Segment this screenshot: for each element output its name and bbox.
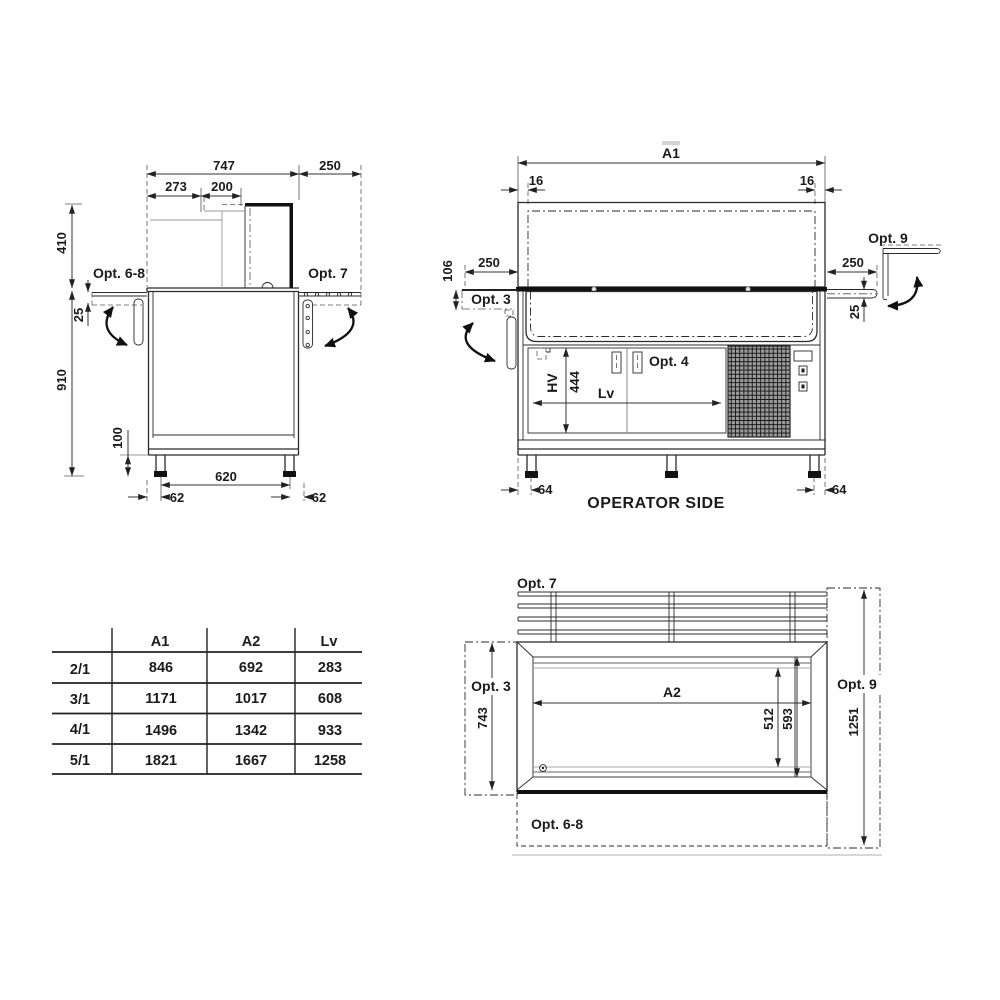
opt3-flip-arrow [466, 323, 495, 361]
dim-410: 410 [54, 232, 69, 254]
table-cell-a1: 846 [148, 660, 174, 676]
dim-1251: 1251 [846, 707, 861, 737]
right-shelf-flip-arrow [325, 308, 353, 346]
table-cell-a2: 1667 [234, 753, 268, 769]
table-cell-a2: 692 [238, 660, 264, 676]
table-cell-a1: 1171 [145, 691, 177, 707]
dim-743: 743 [475, 707, 490, 729]
table-row-label: 4/1 [69, 722, 91, 738]
table-cell-a2: 1342 [234, 723, 268, 739]
label-opt-4: Opt. 4 [649, 353, 689, 369]
dimension-table [52, 628, 362, 774]
dim-250-shelf: 250 [319, 158, 341, 173]
dim-106: 106 [440, 260, 455, 282]
condenser-grille [728, 346, 790, 437]
dim-593: 593 [780, 708, 795, 730]
control-display [794, 351, 812, 361]
label-opt-6-8-side: Opt. 6-8 [92, 265, 146, 281]
dim-62-right: 62 [311, 490, 327, 505]
table-header-a2: A2 [241, 634, 261, 650]
dim-A2: A2 [663, 684, 681, 700]
front-view-basin [526, 292, 817, 342]
top-view-option-boxes [465, 588, 882, 855]
table-cell-lv: 608 [317, 691, 343, 707]
table-header-a1: A1 [150, 634, 170, 650]
dim-273: 273 [165, 179, 187, 194]
label-opt-7-top: Opt. 7 [517, 575, 557, 591]
dim-250-right: 250 [842, 255, 864, 270]
label-opt-3-front: Opt. 3 [471, 291, 511, 307]
dim-HV: HV [544, 373, 560, 393]
side-view [54, 158, 361, 505]
table-row [70, 722, 342, 739]
side-view-display-case [150, 197, 293, 288]
front-view [440, 141, 941, 512]
left-shelf-flip-arrow [107, 307, 127, 345]
table-row [70, 660, 342, 678]
sensor-detail [537, 348, 546, 359]
label-opt-3-top: Opt. 3 [471, 678, 511, 694]
label-operator-side: OPERATOR SIDE [587, 495, 725, 512]
side-view-left-shelf [92, 293, 147, 346]
dim-25-front: 25 [847, 304, 862, 320]
label-opt-9-front: Opt. 9 [868, 230, 908, 246]
front-view-cabinet [518, 292, 825, 479]
table-row-label: 5/1 [69, 753, 91, 769]
top-view [465, 575, 882, 855]
top-view-rails [518, 592, 827, 642]
dim-16-left: 16 [528, 173, 544, 188]
dim-25-side: 25 [71, 307, 86, 323]
table-header-lv: Lv [320, 634, 338, 650]
front-view-top-case [516, 203, 827, 292]
table-cell-a1: 1496 [144, 723, 178, 739]
dim-Lv: Lv [597, 385, 615, 401]
table-row-label: 2/1 [69, 662, 91, 678]
dim-444: 444 [567, 371, 582, 393]
dim-64-left: 64 [538, 482, 553, 497]
dim-16-right: 16 [799, 173, 815, 188]
dim-64-right: 64 [832, 482, 847, 497]
opt3-zone [465, 642, 517, 795]
dim-250-left: 250 [478, 255, 500, 270]
dim-100: 100 [110, 427, 125, 449]
side-left-foot [154, 471, 167, 477]
dim-62-left: 62 [169, 490, 185, 505]
table-row [70, 691, 342, 708]
side-right-foot [283, 471, 296, 477]
table-row-label: 3/1 [69, 692, 91, 708]
opt9-flip-arrow [888, 277, 917, 306]
dim-620: 620 [215, 469, 237, 484]
front-view-opt9-shelf [827, 230, 941, 322]
dim-A1: A1 [662, 145, 680, 161]
dim-747: 747 [213, 158, 235, 173]
table-cell-a2: 1017 [234, 691, 268, 707]
worktop [516, 287, 827, 292]
label-opt-7-side: Opt. 7 [308, 265, 348, 281]
dim-910: 910 [54, 369, 69, 391]
dim-512: 512 [761, 708, 776, 730]
label-opt-9-top: Opt. 9 [837, 676, 877, 692]
table-cell-lv: 1258 [313, 753, 347, 769]
table-cell-lv: 933 [317, 723, 343, 739]
side-view-right-shelf [299, 293, 361, 349]
table-cell-a1: 1821 [144, 753, 178, 769]
side-view-dimensions [54, 158, 361, 505]
dim-200: 200 [211, 179, 233, 194]
side-view-cabinet [147, 288, 299, 477]
label-opt-6-8-top: Opt. 6-8 [531, 816, 584, 832]
front-view-opt3-shelf [440, 255, 518, 369]
table-cell-lv: 283 [317, 660, 343, 676]
front-view-dimensions [501, 145, 842, 206]
